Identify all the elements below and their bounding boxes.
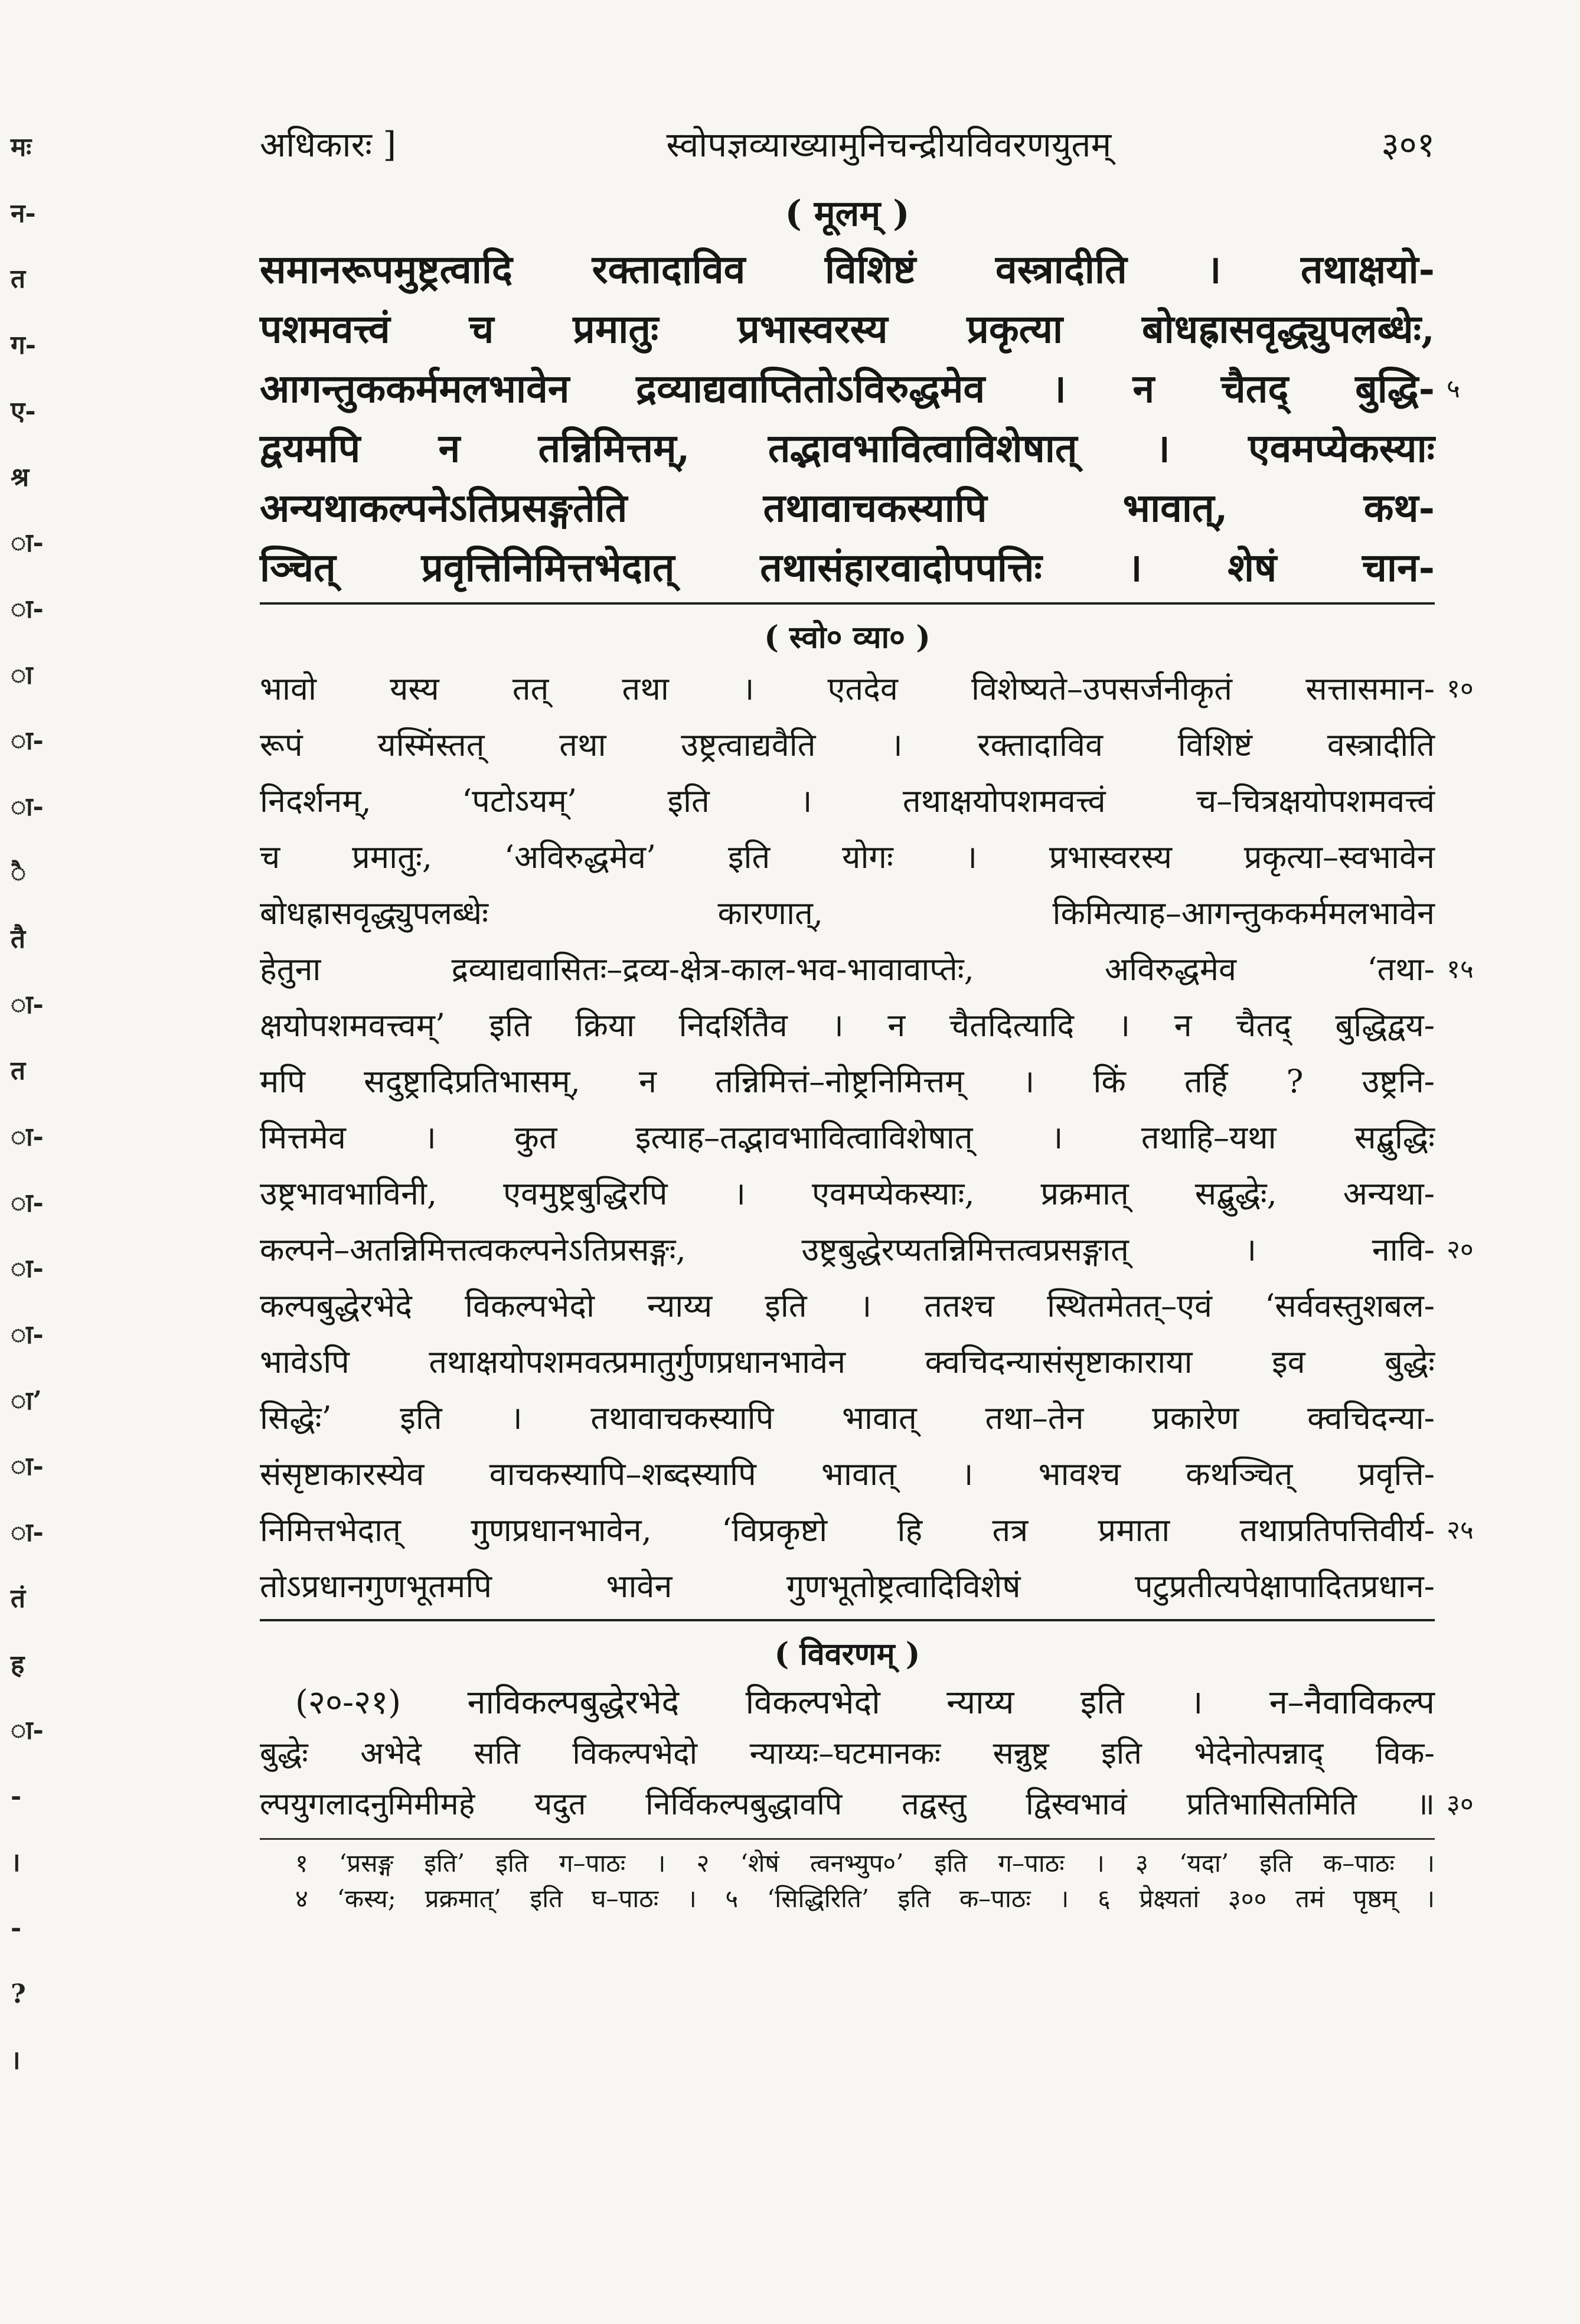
vyakhya-line — [260, 1502, 1474, 1558]
line-text: द्वयमपि न तन्निमित्तम्, तद्भावभावित्वाविशेषात् । एवमप्येकस्याः — [260, 425, 1435, 471]
line-text: भावो यस्य तत् तथा । एतदेव विशेष्यते–उपसर्जनीकृतं सत्तासमान- — [260, 670, 1435, 707]
margin-fragment: ा- — [11, 1254, 44, 1284]
vivarana-line — [260, 1728, 1435, 1779]
margin-fragment: तै — [11, 923, 26, 954]
margin-fragment: ा — [11, 660, 33, 690]
margin-fragment: ा- — [11, 792, 44, 822]
vyakhya-line — [260, 717, 1435, 773]
header-title: स्वोपज्ञव्याख्यामुनिचन्द्रीयविवरणयुतम् — [666, 125, 1112, 165]
footnotes — [260, 1846, 1435, 1917]
line-text: आगन्तुककर्ममलभावेन द्रव्याद्यवाप्तितोऽविरुद्धमेव । न चैतद् बुद्धि- — [260, 365, 1435, 412]
margin-fragment: ा- — [11, 1715, 44, 1746]
line-text: भावेऽपि तथाक्षयोपशमवत्प्रमातुर्गुणप्रधानभावेन क्वचिदन्यासंसृष्टाकाराया इव बुद्धेः — [260, 1343, 1435, 1380]
mula-line — [260, 538, 1435, 598]
vyakhya-heading: ( स्वो० व्या० ) — [764, 619, 931, 655]
line-number: २० — [1447, 1235, 1474, 1265]
margin-fragment: ा- — [11, 1187, 44, 1218]
line-number: ३० — [1447, 1789, 1474, 1819]
margin-fragment: ा- — [11, 528, 44, 559]
line-number: १५ — [1447, 954, 1474, 984]
line-text: हेतुना द्रव्याद्यवासितः–द्रव्य-क्षेत्र-काल-भव-भावावाप्तेः, अविरुद्धमेव ‘तथा- — [260, 951, 1435, 988]
vyakhya-line — [260, 661, 1474, 717]
margin-fragment: । — [11, 1847, 21, 1878]
line-text: पशमवत्त्वं च प्रमातुः प्रभास्वरस्य प्रकृत्या बोधह्रासवृद्ध्युपलब्धेः, — [260, 306, 1435, 352]
vivarana-heading: ( विवरणम् ) — [774, 1636, 920, 1672]
margin-fragment: ा- — [11, 990, 44, 1020]
vivarana-line — [260, 1779, 1474, 1830]
running-header — [260, 112, 1435, 177]
divider — [260, 1619, 1435, 1621]
vyakhya-line — [260, 829, 1435, 885]
margin-fragment: ा’ — [11, 1385, 42, 1416]
line-text: रूपं यस्मिंस्तत् तथा उष्ट्रत्वाद्यवैति । रक्तादाविव विशिष्टं वस्त्रादीति — [260, 726, 1435, 763]
margin-fragment: त — [11, 264, 26, 295]
line-text: सिद्धेः’ इति । तथावाचकस्यापि भावात् तथा–तेन प्रकारेण क्वचिदन्या- — [260, 1399, 1435, 1437]
line-number: ५ — [1447, 374, 1460, 404]
vyakhya-line — [260, 1053, 1435, 1109]
margin-fragment: ै — [11, 857, 27, 888]
footnotes-line — [260, 1881, 1435, 1917]
line-text: कल्पने–अतन्निमित्तत्वकल्पनेऽतिप्रसङ्गः, उष्ट्रबुद्धेरप्यतन्निमित्तत्वप्रसङ्गात् । नावि- — [260, 1231, 1435, 1268]
vyakhya-line — [260, 997, 1435, 1053]
line-text: निदर्शनम्, ‘पटोऽयम्’ इति । तथाक्षयोपशमवत्त्वं च–चित्रक्षयोपशमवत्त्वं — [260, 782, 1435, 820]
mula-line — [260, 299, 1435, 359]
vyakhya-line — [260, 1334, 1435, 1390]
vyakhya-line — [260, 1390, 1435, 1446]
header-section: अधिकारः ] — [260, 125, 397, 165]
line-text: अन्यथाकल्पनेऽतिप्रसङ्गतेति तथावाचकस्यापि भावात्, कथ- — [260, 485, 1435, 531]
line-text: मित्तमेव । कुत इत्याह–तद्भावभावित्वाविशेषात् । तथाहि–यथा सद्बुद्धिः — [260, 1119, 1435, 1156]
vyakhya-line — [260, 1446, 1435, 1502]
footnote-divider — [260, 1838, 1435, 1840]
line-text: कल्पबुद्धेरभेदे विकल्पभेदो न्याय्य इति । ततश्च स्थितमेतत्–एवं ‘सर्ववस्तुशबल- — [260, 1287, 1435, 1324]
line-text: ञ्चित् प्रवृत्तिनिमित्तभेदात् तथासंहारवादोपपत्तिः । शेषं चान- — [260, 544, 1435, 590]
vyakhya-line — [260, 1222, 1474, 1278]
margin-fragment: ा- — [11, 594, 44, 625]
vyakhya-line — [260, 773, 1435, 829]
mula-line — [260, 359, 1460, 419]
line-text: क्षयोपशमवत्त्वम्’ इति क्रिया निदर्शितैव । न चैतदित्यादि । न चैतद् बुद्धिद्वय- — [260, 1007, 1435, 1044]
line-text: बोधह्रासवृद्ध्युपलब्धेः कारणात्, किमित्याह–आगन्तुककर्ममलभावेन — [260, 895, 1435, 932]
line-text: समानरूपमुष्ट्रत्वादि रक्तादाविव विशिष्टं वस्त्रादीति । तथाक्षयो- — [260, 246, 1435, 292]
margin-fragment: ा- — [11, 726, 44, 756]
line-number: २५ — [1447, 1515, 1474, 1545]
vyakhya-line — [260, 1166, 1435, 1222]
margin-fragment: ा- — [11, 1517, 44, 1548]
margin-fragment: । — [11, 2045, 21, 2075]
margin-fragment: मः — [11, 132, 32, 162]
line-text: निमित्तभेदात् गुणप्रधानभावेन, ‘विप्रकृष्टो हि तत्र प्रमाता तथाप्रतिपत्तिवीर्य- — [260, 1512, 1435, 1549]
margin-fragment: ा- — [11, 1319, 44, 1350]
margin-fragment: ा- — [11, 1451, 44, 1482]
line-text: उष्ट्रभावभाविनी, एवमुष्ट्रबुद्धिरपि । एवमप्येकस्याः, प्रक्रमात् सद्बुद्धेः, अन्यथा- — [260, 1175, 1435, 1212]
margin-fragment: ा- — [11, 1121, 44, 1152]
vyakhya-text — [260, 661, 1474, 1614]
vyakhya-line — [260, 1109, 1435, 1166]
vyakhya-line — [260, 885, 1435, 941]
vyakhya-line — [260, 1278, 1435, 1334]
line-number: १० — [1447, 674, 1474, 704]
mula-line — [260, 419, 1435, 478]
margin-fragment: न- — [11, 198, 36, 229]
margin-fragment: श्र — [11, 462, 30, 492]
margin-fragment: ए- — [11, 396, 36, 426]
mula-line — [260, 240, 1435, 299]
line-text: ल्पयुगलादनुमिमीमहे यदुत निर्विकल्पबुद्धावपि तद्वस्तु द्विस्वभावं प्रतिभासितमिति ॥ — [260, 1787, 1435, 1822]
margin-fragment: तं — [11, 1583, 26, 1614]
line-text: संसृष्टाकारस्येव वाचकस्यापि–शब्दस्यापि भावात् । भावश्च कथञ्चित् प्रवृत्ति- — [260, 1455, 1435, 1493]
vivarana-line — [260, 1677, 1435, 1728]
footnotes-line — [260, 1846, 1435, 1881]
margin-fragment: - — [11, 1913, 22, 1944]
page-number: ३०१ — [1381, 125, 1435, 165]
page — [260, 112, 1474, 1917]
margin-fragment: ह — [11, 1649, 25, 1680]
line-text: मपि सदुष्ट्रादिप्रतिभासम्, न तन्निमित्तं–नोष्ट्रनिमित्तम् । किं तर्हि ? उष्ट्रनि- — [260, 1063, 1435, 1100]
line-text: च प्रमातुः, ‘अविरुद्धमेव’ इति योगः । प्रभास्वरस्य प्रकृत्या–स्वभावेन — [260, 838, 1435, 876]
mula-heading: ( मूलम् ) — [785, 193, 910, 234]
line-text: तोऽप्रधानगुणभूतमपि भावेन गुणभूतोष्ट्रत्वादिविशेषं पटुप्रतीत्यपेक्षापादितप्रधान- — [260, 1568, 1435, 1605]
margin-fragment: ? — [11, 1979, 26, 2010]
line-text: ४ ‘कस्य; प्रक्रमात्’ इति घ–पाठः । ५ ‘सिद्धिरिति’ इति क–पाठः । ६ प्रेक्ष्यतां ३०० तमं पृष्ठम् । — [295, 1884, 1435, 1913]
left-margin-strip — [11, 130, 52, 2078]
divider — [260, 602, 1435, 605]
line-text: (२०-२१) नाविकल्पबुद्धेरभेदे विकल्पभेदो न्याय्य इति । न–नैवाविकल्प — [295, 1683, 1435, 1722]
margin-fragment: त — [11, 1056, 26, 1086]
vivarana-text — [260, 1677, 1474, 1830]
vyakhya-line — [260, 1558, 1435, 1614]
mula-text — [260, 240, 1460, 598]
vyakhya-line — [260, 941, 1474, 997]
mula-line — [260, 478, 1435, 538]
line-text: बुद्धेः अभेदे सति विकल्पभेदो न्याय्यः–घटमानकः सन्नुष्ट्र इति भेदेनोत्पन्नाद् विक- — [260, 1736, 1435, 1771]
margin-fragment: - — [11, 1781, 22, 1811]
margin-fragment: ग- — [11, 330, 37, 361]
line-text: १ ‘प्रसङ्ग इति’ इति ग–पाठः । २ ‘शेषं त्वनभ्युप०’ इति ग–पाठः । ३ ‘यदा’ इति क–पाठः । — [295, 1849, 1435, 1878]
